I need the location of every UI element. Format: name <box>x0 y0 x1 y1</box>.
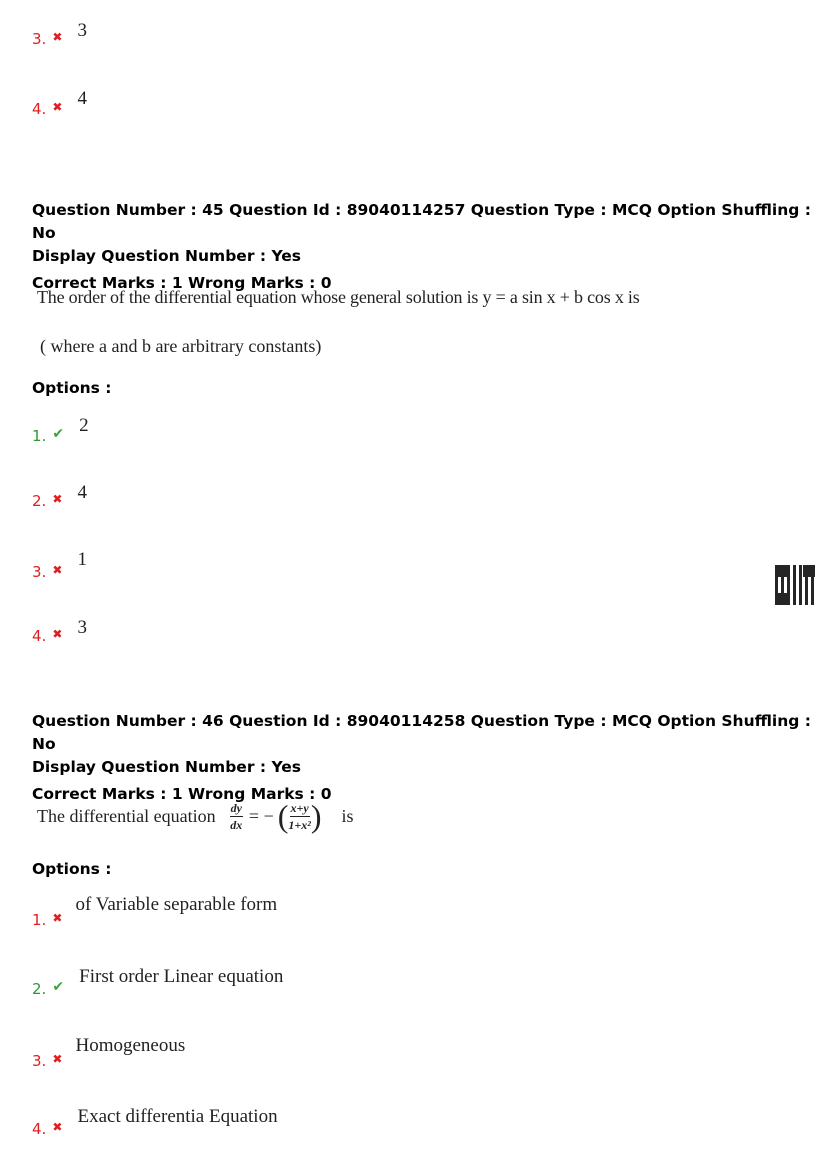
option-row <box>32 482 87 512</box>
option-number: 3. <box>32 563 47 581</box>
cross-mark-icon: ✖ <box>52 30 63 44</box>
option-text: 4 <box>77 482 87 503</box>
cross-mark-icon: ✖ <box>52 627 63 641</box>
question-text-suffix: is <box>341 806 354 826</box>
cross-mark-icon: ✖ <box>52 100 63 114</box>
equals-minus: = − <box>248 806 274 826</box>
cross-mark-icon: ✖ <box>52 911 63 925</box>
option-text: 2 <box>79 415 89 436</box>
fraction-denominator: dx <box>230 817 243 832</box>
question-text: The order of the differential equation whose general solution is y = a sin x + b cos x is <box>37 287 640 307</box>
option-text: 4 <box>77 88 87 109</box>
option-text: 3 <box>77 20 87 41</box>
option-text: First order Linear equation <box>79 966 284 987</box>
qr-code-icon <box>775 565 815 605</box>
fraction-numerator: dy <box>230 800 242 815</box>
cross-mark-icon: ✖ <box>52 1120 63 1134</box>
option-number: 1. <box>32 911 47 929</box>
option-text: 3 <box>77 617 87 638</box>
option-number: 1. <box>32 427 47 445</box>
option-row <box>32 549 87 583</box>
derivative-fraction <box>230 802 243 832</box>
option-row <box>32 20 87 50</box>
cross-mark-icon: ✖ <box>52 563 63 577</box>
options-label: Options : <box>32 860 112 878</box>
question-display-line: Display Question Number : Yes <box>32 758 301 776</box>
question-text-note: ( where a and b are arbitrary constants) <box>40 336 322 356</box>
option-row <box>32 1106 278 1140</box>
option-number: 4. <box>32 627 47 645</box>
cross-mark-icon: ✖ <box>52 1052 63 1066</box>
check-mark-icon: ✔ <box>52 426 65 442</box>
question-meta <box>32 710 826 806</box>
question-meta <box>32 199 826 295</box>
option-text: Exact differentia Equation <box>77 1106 278 1127</box>
question-marks: Correct Marks : 1 Wrong Marks : 0 <box>32 785 332 803</box>
option-text: 1 <box>77 549 87 570</box>
fraction-numerator: x+y <box>290 800 309 815</box>
check-mark-icon: ✔ <box>52 979 65 995</box>
option-text: Homogeneous <box>75 1035 186 1056</box>
option-number: 3. <box>32 30 47 48</box>
rhs-expression <box>278 798 322 835</box>
question-text <box>37 798 354 835</box>
fraction-denominator: 1+x² <box>288 817 311 832</box>
option-number: 4. <box>32 1120 47 1138</box>
option-number: 4. <box>32 100 47 118</box>
option-row <box>32 617 87 647</box>
rhs-fraction <box>288 802 310 832</box>
question-meta-line: Question Number : 46 Question Id : 89040114258 Question Type : MCQ Option Shuffling : No <box>32 712 811 753</box>
option-row <box>32 966 284 1000</box>
option-row <box>32 415 89 447</box>
left-paren: ( <box>277 798 289 834</box>
option-number: 2. <box>32 492 47 510</box>
options-label: Options : <box>32 379 112 397</box>
option-number: 3. <box>32 1052 47 1070</box>
option-row <box>32 1035 186 1072</box>
cross-mark-icon: ✖ <box>52 492 63 506</box>
question-meta-line: Question Number : 45 Question Id : 89040114257 Question Type : MCQ Option Shuffling : No <box>32 201 811 242</box>
option-row <box>32 88 87 120</box>
right-paren: ) <box>310 798 322 834</box>
option-text: of Variable separable form <box>75 894 278 915</box>
option-row <box>32 894 278 931</box>
question-display-line: Display Question Number : Yes <box>32 247 301 265</box>
question-marks: Correct Marks : 1 Wrong Marks : 0 <box>32 274 332 292</box>
question-text-prefix: The differential equation <box>37 806 216 826</box>
option-number: 2. <box>32 980 47 998</box>
